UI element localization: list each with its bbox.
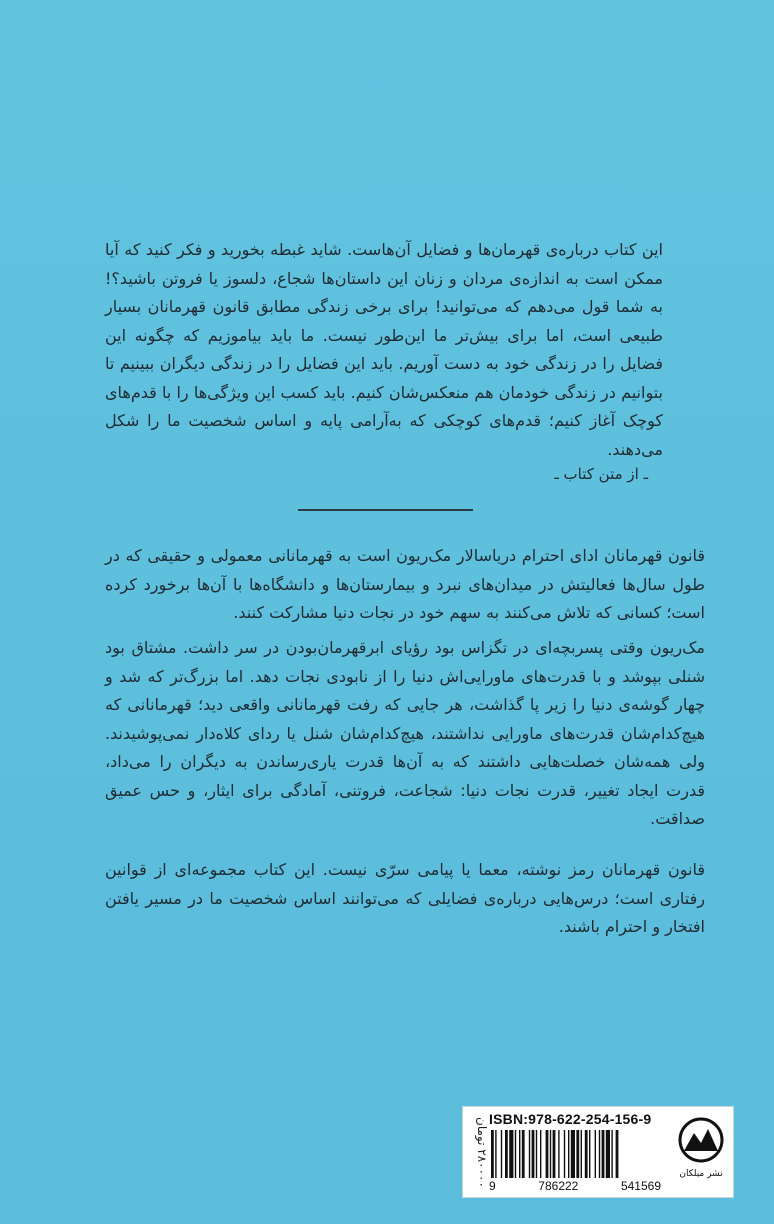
barcode-bar [540, 1130, 541, 1178]
barcode-bar [576, 1130, 579, 1178]
barcode-bar [491, 1130, 494, 1178]
barcode-bar [581, 1130, 582, 1178]
barcode-digit-first: 9 [489, 1179, 496, 1193]
barcode-bar [595, 1130, 596, 1178]
barcode-bar [553, 1130, 556, 1178]
barcode-bar [532, 1130, 535, 1178]
divider-line [298, 509, 473, 511]
barcode-bar [505, 1130, 508, 1178]
barcode-digits-group-1: 786222 [538, 1179, 579, 1193]
mountain-logo-icon [678, 1117, 724, 1163]
body-paragraph-3: قانون قهرمانان رمز نوشته، معما یا پیامی سرّی نیست. این کتاب مجموعه‌ای از قوانین رفتاری است؛ درس‌هایی درباره‌ی فضایلی که می‌توانند اساس شخصیت ما در مسیر یافتن افتخار و احترام باشند. [105, 860, 705, 936]
barcode-bar [571, 1130, 575, 1178]
barcode-graphic [489, 1130, 661, 1178]
barcode-bar [599, 1130, 600, 1178]
barcode-bar [589, 1130, 590, 1178]
barcode-bar [536, 1130, 537, 1178]
body-paragraph-1: قانون قهرمانان ادای احترام دریاسالار مک‌ریون است به قهرمانانی معمولی و حقیقی که در طول سال‌ها فعالیتش در میدان‌های نبرد و بیمارستان‌ها و دانشگاه‌ها با آن‌ها برخورد کرده است؛ کسانی که تلاش می‌کنند به سهم خود در نجات دنیا مشارکت کنند. [105, 546, 705, 622]
barcode-bar [495, 1130, 496, 1178]
barcode-bar [564, 1130, 565, 1178]
barcode-bar [611, 1130, 612, 1178]
barcode-bar [550, 1130, 551, 1178]
barcode-bar [602, 1130, 605, 1178]
barcode-bar [522, 1130, 525, 1178]
barcode-digits-group-2: 541569 [620, 1179, 661, 1193]
barcode-bar [519, 1130, 520, 1178]
barcode-bar [515, 1130, 516, 1178]
barcode-panel [462, 1106, 734, 1198]
isbn-label: ISBN:978-622-254-156-9 [489, 1111, 652, 1127]
price-label: ۲۸۰۰۰۰ تومان [475, 1116, 489, 1188]
barcode-bar [585, 1130, 588, 1178]
excerpt-paragraph: این کتاب درباره‌ی قهرمان‌ها و فضایل آن‌هاست. شاید غبطه بخورید و فکر کنید که آیا ممکن است به اندازه‌ی مردان و زنان این داستان‌ها شجاع، دلسوز یا فروتن باشید؟! به شما قول می‌دهم که می‌توانید! برای برخی زندگی مطابق قانون قهرمانان بسیار طبیعی است، اما برای بیش‌تر ما این‌طور نیست. ما باید بیاموزیم که چگونه این فضایل را در زندگی خود به دست آوریم. باید این فضایل را در زندگی دیگران ببینیم تا بتوانیم در زندگی خودمان هم منعکس‌شان کنیم. باید کسب این ویژگی‌ها را با قدم‌های کوچک آغاز کنیم؛ قدم‌های کوچکی که به‌آرامی پایه و اساس شخصیت ما را شکل می‌دهند. [105, 240, 663, 459]
barcode-bar [606, 1130, 610, 1178]
barcode-bar [558, 1130, 559, 1178]
barcode-bar [616, 1130, 619, 1178]
publisher-logo [675, 1117, 727, 1191]
barcode-bar [509, 1130, 513, 1178]
body-paragraph-2: مک‌ریون وقتی پسربچه‌ای در تگزاس بود رؤیای ابرقهرمان‌بودن در سر داشت. مشتاق بود شنلی بپوشد و با قدرت‌های ماورایی‌اش دنیا را از نابودی نجات دهد. اما بزرگ‌تر که شد و چهار گوشه‌ی دنیا را زیر پا گذاشت، هر جایی که رفت قهرمانانی واقعی دید؛ قهرمانانی که هیچ‌کدام‌شان قدرت‌های ماورایی نداشتند، هیچ‌کدام‌شان شنل یا ردای کلاه‌دار نمی‌پوشیدند. ولی همه‌شان خصلت‌هایی داشتند که به آن‌ها قدرت یاری‌رساندن به دیگران را می‌داد، قدرت ایجاد تغییر، قدرت نجات دنیا: شجاعت، فروتنی، آمادگی برای ایثار، و حس عمیق صداقت. [105, 638, 705, 828]
barcode-bar [546, 1130, 549, 1178]
barcode-digits [489, 1179, 661, 1193]
publisher-name: نشر میلکان [679, 1169, 723, 1179]
excerpt-source: ـ از متن کتاب ـ [554, 465, 648, 483]
barcode-bar [501, 1130, 502, 1178]
barcode-bar [529, 1130, 530, 1178]
barcode-bar [568, 1130, 569, 1178]
